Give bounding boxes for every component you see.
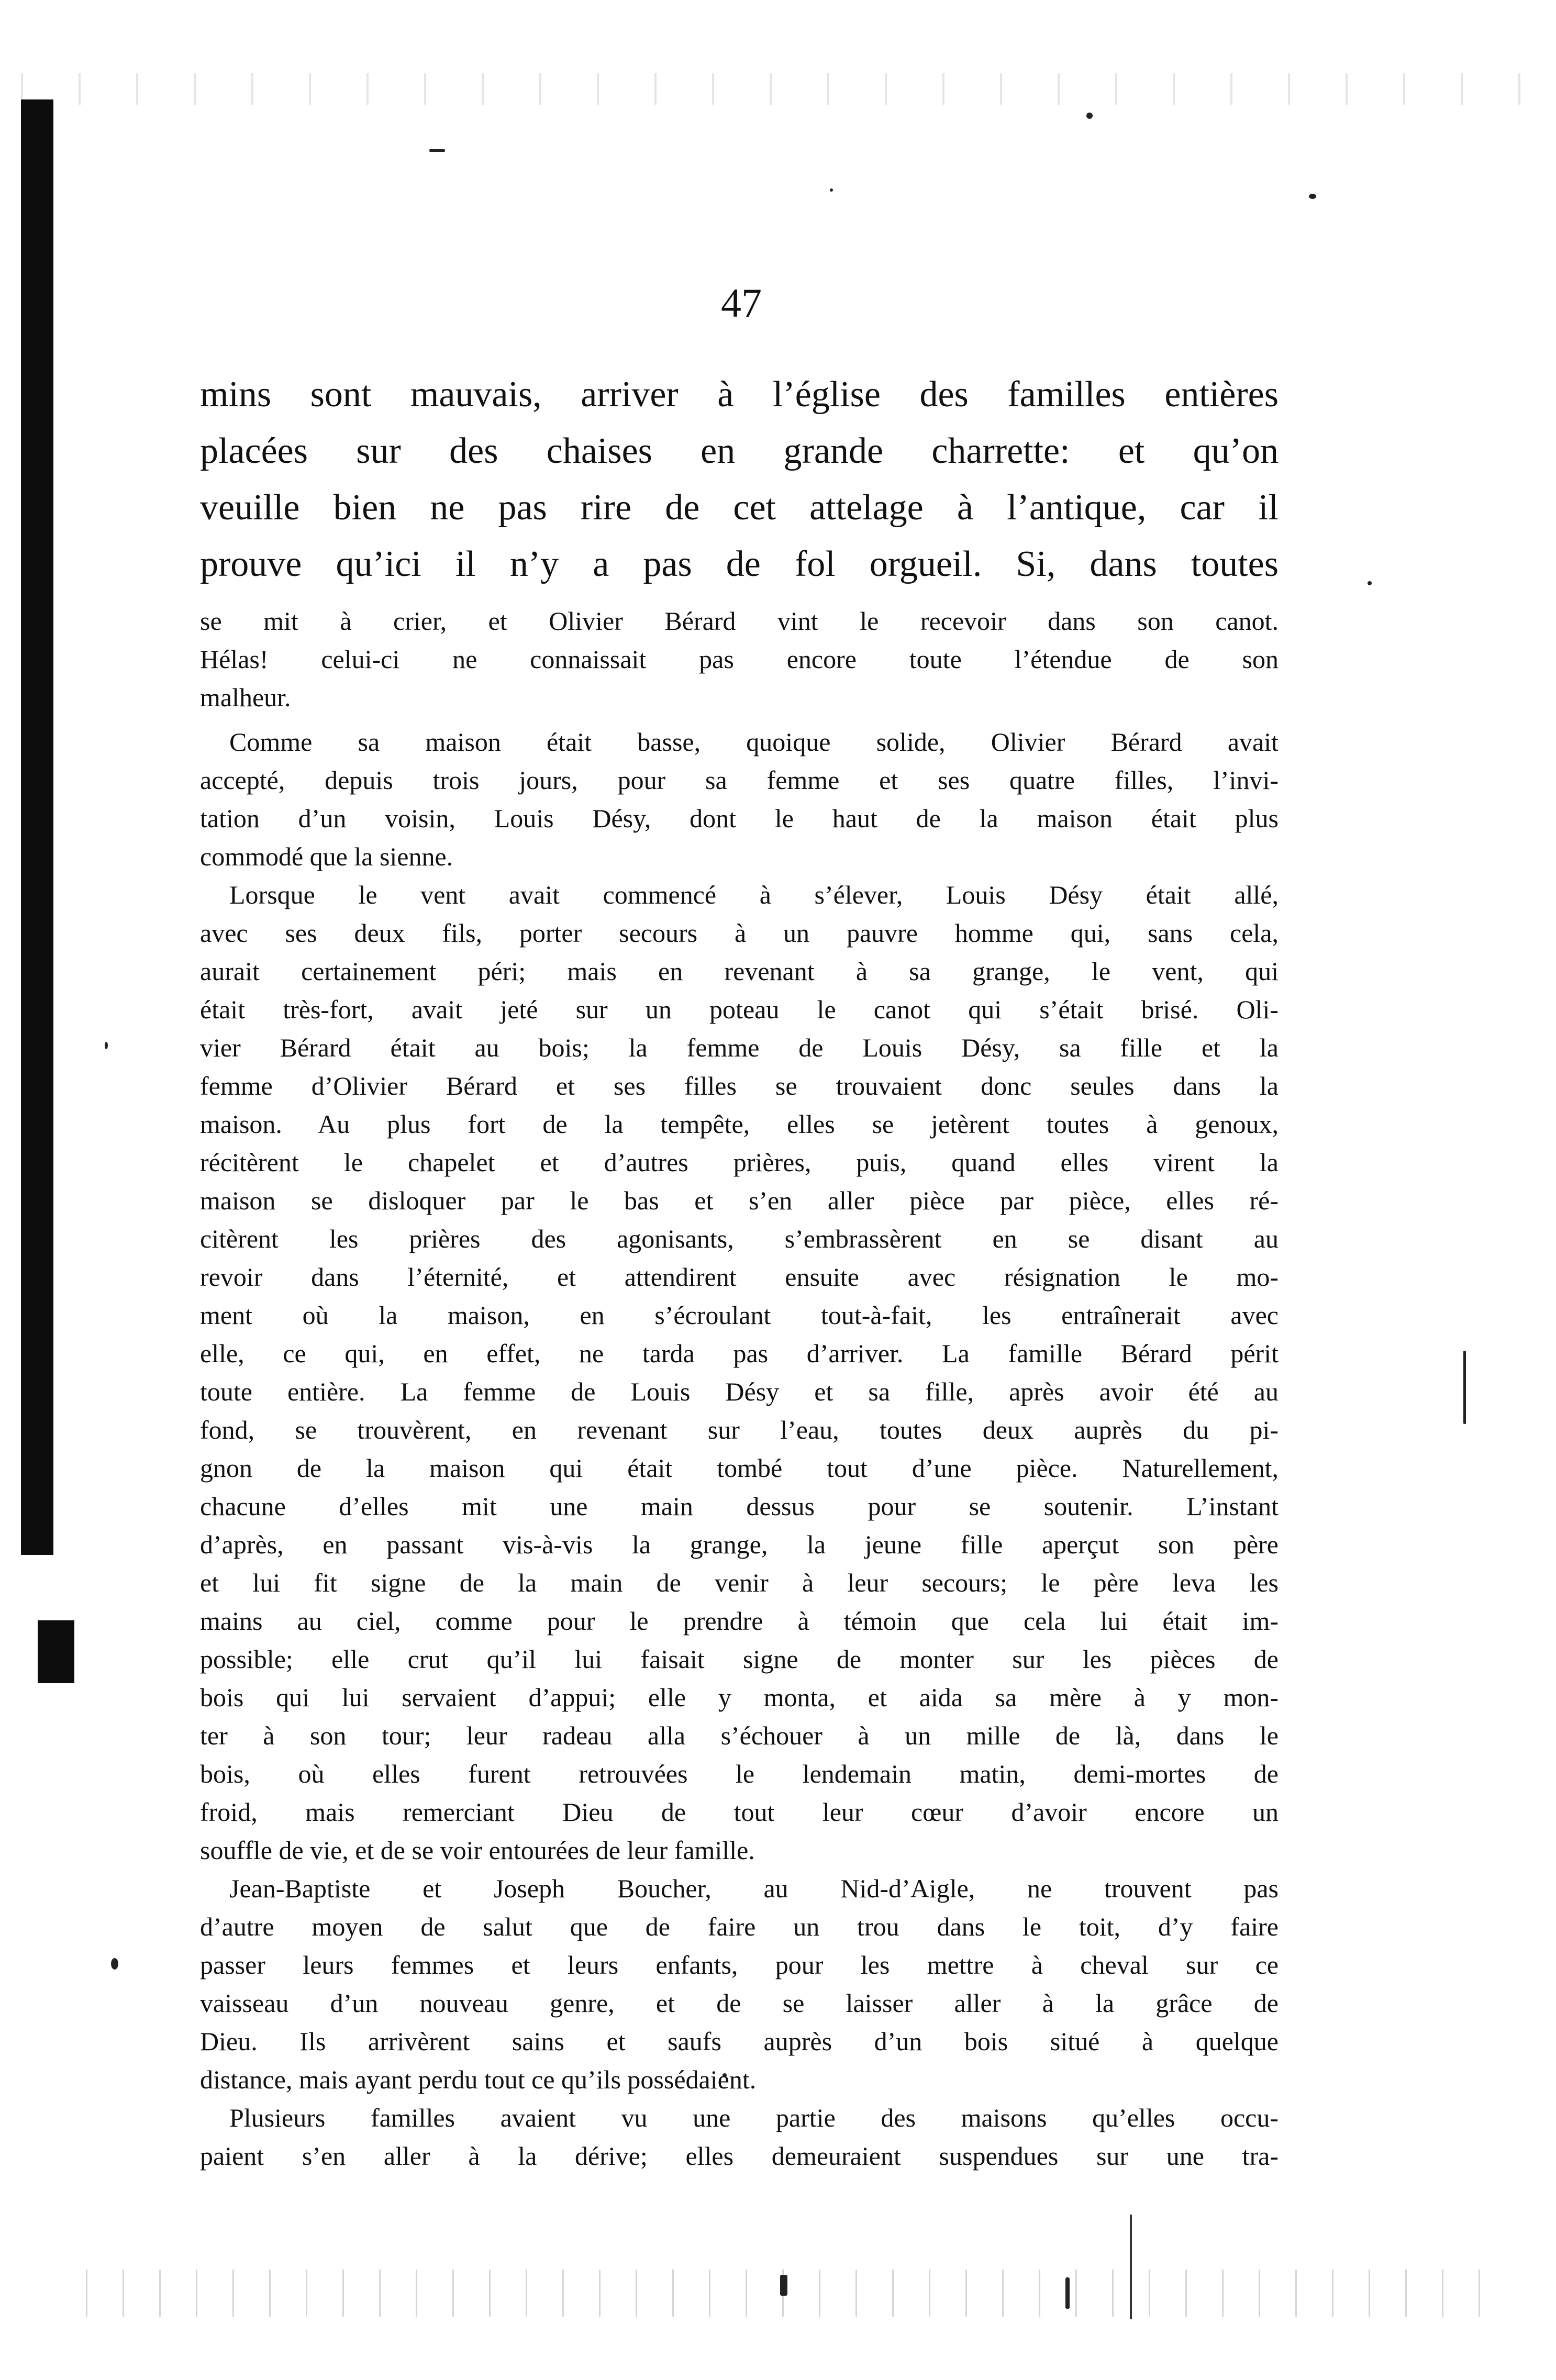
- ink-speck: [429, 149, 445, 152]
- ink-speck: [1086, 113, 1093, 119]
- ink-speck: [105, 1042, 108, 1049]
- text-line: passer leurs femmes et leurs enfants, pour les mettre à cheval sur ce: [200, 1950, 1279, 1979]
- text-line: Jean-Baptiste et Joseph Boucher, au Nid-d’Aigle, ne trouvent pas: [229, 1874, 1279, 1903]
- text-line: accepté, depuis trois jours, pour sa femme et ses quatre filles, l’invi-: [200, 765, 1279, 795]
- body-text-block: [200, 602, 1279, 2175]
- text-line: et lui fit signe de la main de venir à leur secours; le père leva les: [200, 1568, 1279, 1597]
- text-line: revoir dans l’éternité, et attendirent ensuite avec résignation le mo-: [200, 1262, 1279, 1292]
- scan-noise-top: [0, 73, 1556, 105]
- text-line: paient s’en aller à la dérive; elles demeuraient suspendues sur une tra-: [200, 2141, 1279, 2171]
- text-line: femme d’Olivier Bérard et ses filles se trouvaient donc seules dans la: [200, 1071, 1279, 1100]
- text-line: avec ses deux fils, porter secours à un pauvre homme qui, sans cela,: [200, 918, 1279, 948]
- text-line: d’après, en passant vis-à-vis la grange, la jeune fille aperçut son père: [200, 1530, 1279, 1559]
- text-line: mains au ciel, comme pour le prendre à témoin que cela lui était im-: [200, 1606, 1279, 1636]
- text-line: malheur.: [200, 683, 291, 712]
- text-line: aurait certainement péri; mais en revenant à sa grange, le vent, qui: [200, 957, 1279, 986]
- text-line: chacune d’elles mit une main dessus pour se soutenir. L’instant: [200, 1492, 1279, 1521]
- text-line: prouve qu’ici il n’y a pas de fol orgueil. Si, dans toutes: [200, 544, 1279, 584]
- text-line: bois qui lui servaient d’appui; elle y monta, et aida sa mère à y mon-: [200, 1683, 1279, 1712]
- text-line: se mit à crier, et Olivier Bérard vint le recevoir dans son canot.: [200, 606, 1279, 636]
- binding-mark: [38, 1620, 74, 1683]
- text-line: vier Bérard était au bois; la femme de Louis Désy, sa fille et la: [200, 1033, 1279, 1062]
- text-line: citèrent les prières des agonisants, s’embrassèrent en se disant au: [200, 1224, 1279, 1253]
- text-line: elle, ce qui, en effet, ne tarda pas d’arriver. La famille Bérard périt: [200, 1339, 1279, 1368]
- page-number: 47: [721, 280, 762, 326]
- ink-speck: [111, 1958, 118, 1970]
- text-line: possible; elle crut qu’il lui faisait signe de monter sur les pièces de: [200, 1644, 1279, 1674]
- text-line: fond, se trouvèrent, en revenant sur l’eau, toutes deux auprès du pi-: [200, 1415, 1279, 1444]
- text-line: gnon de la maison qui était tombé tout d’une pièce. Naturellement,: [200, 1453, 1279, 1483]
- ink-speck: [1463, 1351, 1466, 1424]
- text-line: distance, mais ayant perdu tout ce qu’ils possédaient.: [200, 2065, 757, 2094]
- text-line: froid, mais remerciant Dieu de tout leur cœur d’avoir encore un: [200, 1797, 1279, 1827]
- ink-speck: [780, 2275, 787, 2296]
- paragraph: [200, 602, 1279, 717]
- text-line: vaisseau d’un nouveau genre, et de se laisser aller à la grâce de: [200, 1988, 1279, 2018]
- text-line: toute entière. La femme de Louis Désy et sa fille, après avoir été au: [200, 1377, 1279, 1406]
- text-line: Comme sa maison était basse, quoique solide, Olivier Bérard avait: [229, 727, 1279, 757]
- text-line: placées sur des chaises en grande charrette: et qu’on: [200, 431, 1279, 471]
- ink-speck: [1065, 2277, 1070, 2309]
- lead-text-block: [200, 366, 1279, 593]
- text-line: était très-fort, avait jeté sur un poteau le canot qui s’était brisé. Oli-: [200, 995, 1279, 1024]
- text-line: maison se disloquer par le bas et s’en aller pièce par pièce, elles ré-: [200, 1186, 1279, 1215]
- text-line: tation d’un voisin, Louis Désy, dont le haut de la maison était plus: [200, 804, 1279, 833]
- ink-speck: [1309, 194, 1316, 199]
- paragraph: [200, 876, 1279, 1870]
- text-line: commodé que la sienne.: [200, 842, 453, 871]
- ink-speck: [830, 188, 833, 192]
- text-line: mins sont mauvais, arriver à l’église des familles entières: [200, 374, 1279, 415]
- text-line: d’autre moyen de salut que de faire un trou dans le toit, d’y faire: [200, 1912, 1279, 1941]
- binding-shadow: [21, 99, 53, 1555]
- text-line: Dieu. Ils arrivèrent sains et saufs auprès d’un bois situé à quelque: [200, 2027, 1279, 2056]
- text-line: ment où la maison, en s’écroulant tout-à-fait, les entraînerait avec: [200, 1300, 1279, 1330]
- text-line: bois, où elles furent retrouvées le lendemain matin, demi-mortes de: [200, 1759, 1279, 1788]
- text-line: ter à son tour; leur radeau alla s’échouer à un mille de là, dans le: [200, 1721, 1279, 1750]
- text-line: souffle de vie, et de se voir entourées de leur famille.: [200, 1836, 755, 1865]
- text-line: maison. Au plus fort de la tempête, elles se jetèrent toutes à genoux,: [200, 1109, 1279, 1139]
- text-line: Plusieurs familles avaient vu une partie des maisons qu’elles occu-: [229, 2103, 1279, 2132]
- paragraph: [200, 1870, 1279, 2099]
- scan-stroke: [1130, 2215, 1132, 2319]
- paragraph: [200, 2099, 1279, 2175]
- text-line: Lorsque le vent avait commencé à s’élever, Louis Désy était allé,: [229, 880, 1279, 909]
- text-line: récitèrent le chapelet et d’autres prières, puis, quand elles virent la: [200, 1148, 1279, 1177]
- text-line: veuille bien ne pas rire de cet attelage à l’antique, car il: [200, 487, 1279, 528]
- text-line: Hélas! celui-ci ne connaissait pas encore toute l’étendue de son: [200, 644, 1279, 674]
- paragraph: [200, 723, 1279, 876]
- ink-speck: [1368, 581, 1372, 585]
